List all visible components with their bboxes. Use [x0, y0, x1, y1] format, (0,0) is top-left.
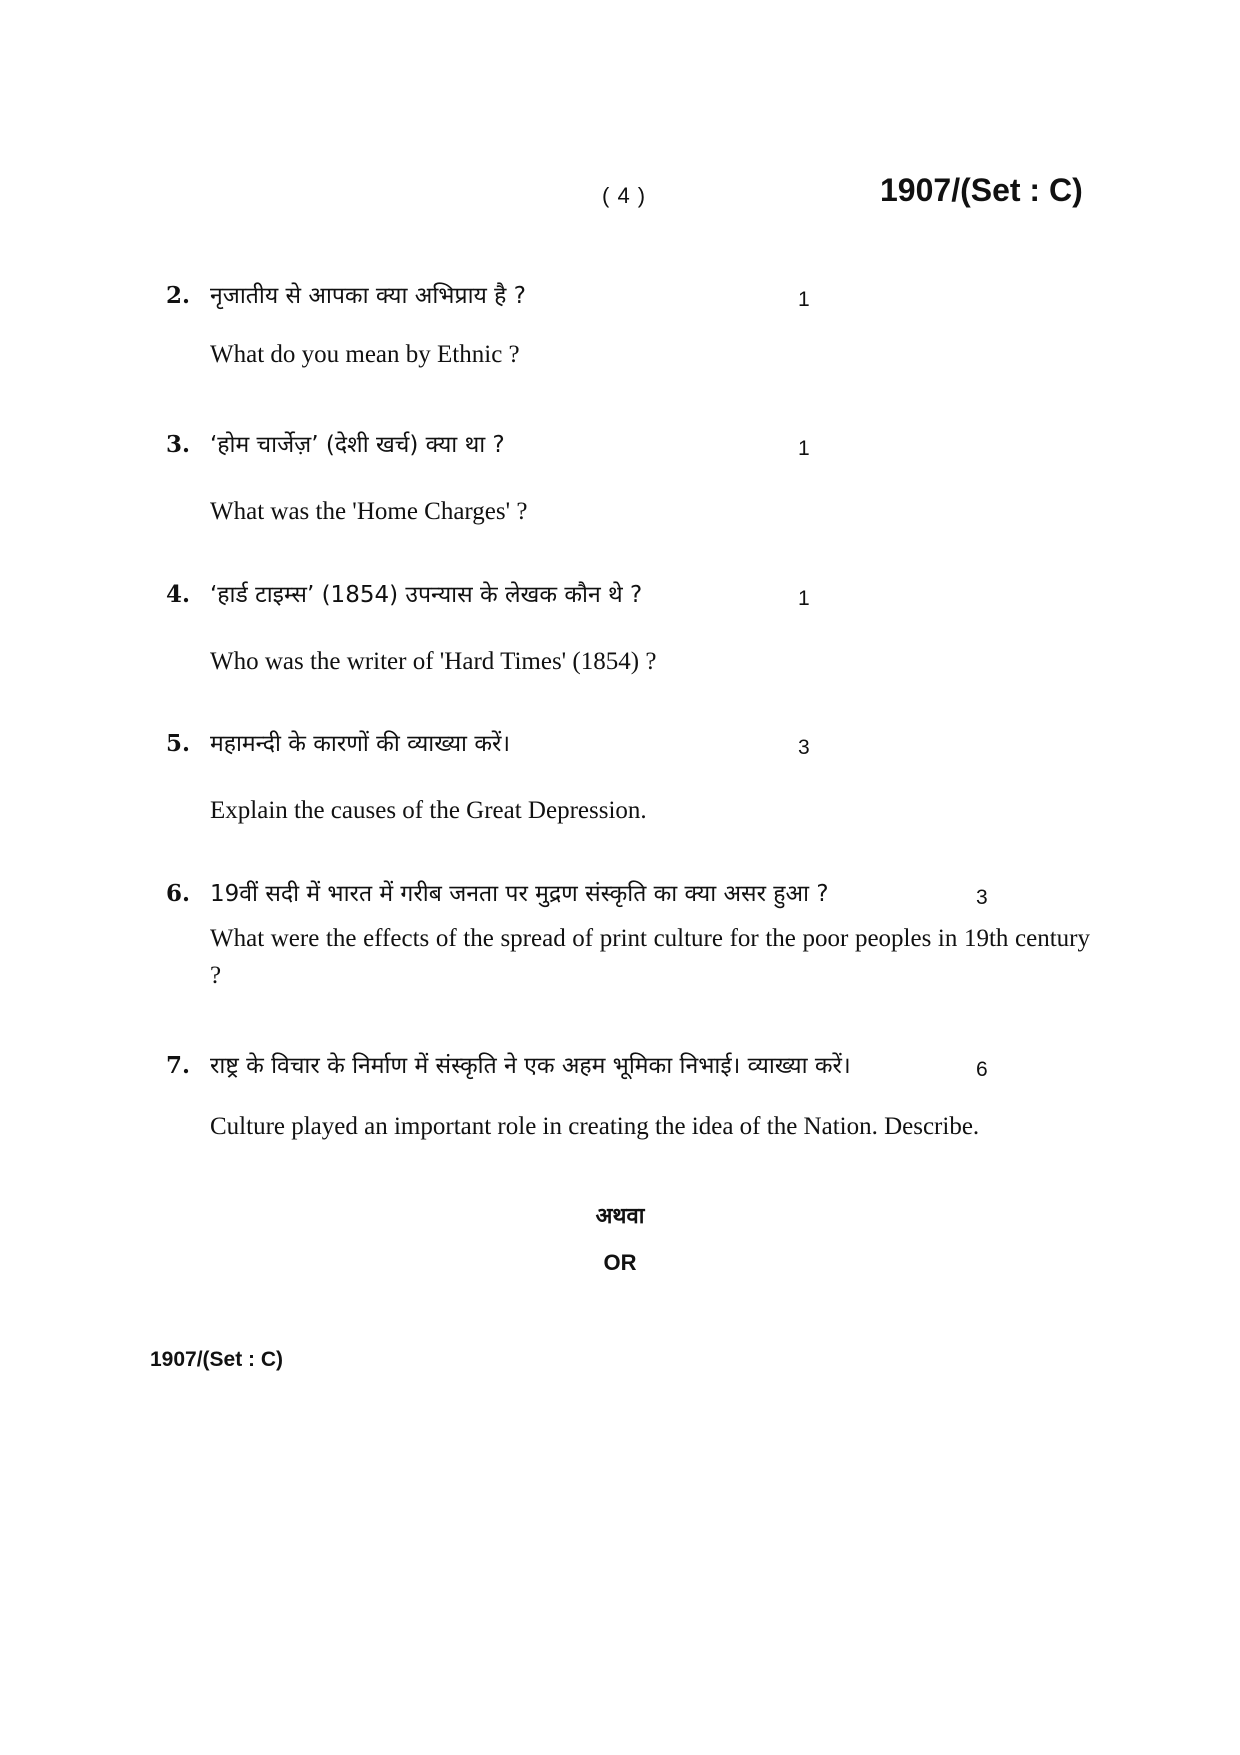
question-text-english: What were the effects of the spread of print culture for the poor peoples in 19th century ? [210, 925, 1090, 989]
question-number: 4. [166, 581, 191, 608]
question-text-hindi: महामन्दी के कारणों की व्याख्या करें। [210, 731, 511, 757]
question-text-english: Explain the causes of the Great Depression. [210, 797, 647, 824]
question-marks: 6 [976, 1058, 988, 1081]
question-7 [166, 1048, 1096, 1145]
question-marks: 3 [798, 736, 810, 759]
question-text-hindi: 19वीं सदी में भारत में गरीब जनता पर मुद्रण संस्कृति का क्या असर हुआ ? [210, 881, 829, 907]
question-5 [166, 726, 1096, 829]
question-number: 3. [166, 431, 191, 458]
question-text-english: Culture played an important role in creating the idea of the Nation. Describe. [210, 1113, 980, 1140]
question-number: 5. [166, 730, 191, 757]
question-6 [166, 876, 1096, 994]
or-separator-hindi: अथवा [595, 1204, 645, 1229]
question-number: 6. [166, 880, 191, 907]
question-text-hindi: ‘होम चार्जेज़’ (देशी खर्च) क्या था ? [210, 432, 505, 458]
paper-code-footer: 1907/(Set : C) [150, 1348, 284, 1371]
question-text-hindi: ‘हार्ड टाइम्स’ (1854) उपन्यास के लेखक कौन थे ? [210, 582, 643, 608]
question-number: 2. [166, 282, 191, 309]
question-marks: 3 [976, 886, 988, 909]
or-separator-english: OR [603, 1250, 637, 1275]
question-marks: 1 [798, 437, 810, 460]
page-number: ( 4 ) [602, 183, 647, 208]
question-number: 7. [166, 1052, 191, 1079]
question-text-english: Who was the writer of 'Hard Times' (1854) ? [210, 648, 657, 675]
question-marks: 1 [798, 587, 810, 610]
question-3 [166, 427, 1096, 530]
question-text-english: What was the 'Home Charges' ? [210, 498, 528, 525]
paper-code-header: 1907/(Set : C) [880, 172, 1083, 208]
question-marks: 1 [798, 288, 810, 311]
question-text-hindi: नृजातीय से आपका क्या अभिप्राय है ? [210, 283, 526, 309]
question-text-hindi: राष्ट्र के विचार के निर्माण में संस्कृति ने एक अहम भूमिका निभाई। व्याख्या करें। [210, 1053, 851, 1079]
question-2 [166, 278, 1096, 373]
question-4 [166, 577, 1096, 680]
question-text-english: What do you mean by Ethnic ? [210, 341, 520, 368]
